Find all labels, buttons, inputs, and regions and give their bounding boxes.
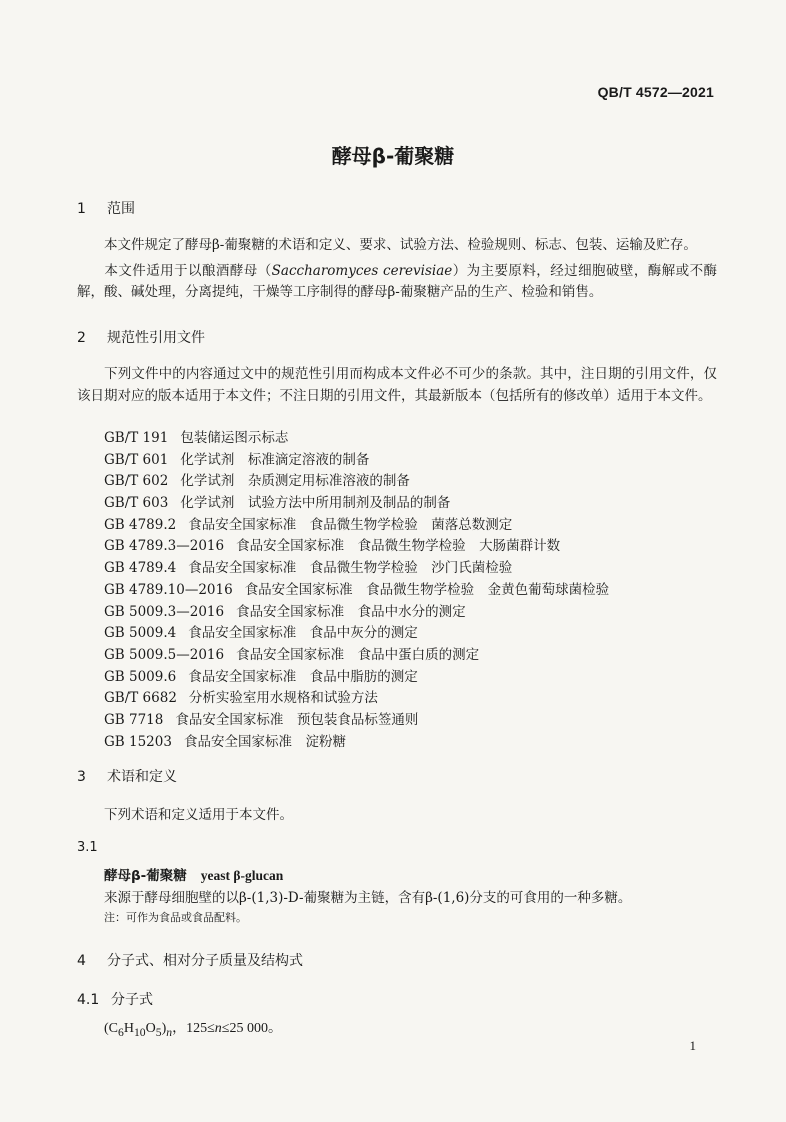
section-title: 术语和定义 — [107, 769, 177, 785]
section-title: 范围 — [107, 201, 135, 217]
section-title: 分子式、相对分子质量及结构式 — [107, 953, 303, 969]
reference-item: GB/T 191 包装储运图示标志 — [104, 430, 289, 446]
reference-item: GB/T 603 化学试剂 试验方法中所用制剂及制品的制备 — [104, 495, 451, 512]
section-3-heading — [77, 766, 177, 786]
term-chinese: 酵母β-葡聚糖 — [104, 868, 187, 884]
section-number: 4 — [77, 953, 86, 969]
term-definition: 来源于酵母细胞壁的以β-(1,3)-D-葡聚糖为主链，含有β-(1,6)分支的可食用的一种多糖。 — [104, 890, 632, 906]
section-title: 规范性引用文件 — [107, 330, 205, 346]
clause-number: 4.1 — [77, 992, 100, 1008]
reference-item: GB 5009.3—2016 食品安全国家标准 食品中水分的测定 — [104, 603, 466, 620]
section-number: 1 — [77, 201, 86, 217]
document-title: 酵母β-葡聚糖 — [331, 144, 455, 168]
reference-item: GB 5009.6 食品安全国家标准 食品中脂肪的测定 — [104, 668, 418, 685]
term-entry — [104, 864, 283, 884]
clause-4-1-heading — [77, 989, 153, 1009]
clause-number: 3.1 — [77, 840, 98, 855]
reference-item: GB 7718 食品安全国家标准 预包装食品标签通则 — [104, 711, 419, 728]
reference-item: GB 5009.5—2016 食品安全国家标准 食品中蛋白质的测定 — [104, 646, 480, 663]
references-intro — [77, 364, 717, 407]
reference-item: GB 4789.10—2016 食品安全国家标准 食品微生物学检验 金黄色葡萄球菌检验 — [104, 581, 610, 598]
terms-intro-text: 下列术语和定义适用于本文件。 — [104, 807, 293, 823]
reference-item: GB 5009.4 食品安全国家标准 食品中灰分的测定 — [104, 625, 418, 642]
page-number: 1 — [689, 1038, 696, 1053]
reference-item: GB/T 602 化学试剂 杂质测定用标准溶液的制备 — [104, 473, 410, 490]
normative-references-list — [104, 428, 609, 753]
term-english: yeast β-glucan — [200, 868, 284, 883]
reference-item: GB 4789.2 食品安全国家标准 食品微生物学检验 菌落总数测定 — [104, 516, 513, 533]
reference-item: GB 4789.3—2016 食品安全国家标准 食品微生物学检验 大肠菌群计数 — [104, 538, 561, 555]
term-note: 注：可作为食品或食品配料。 — [104, 911, 247, 924]
scope-text-1: 本文件规定了酵母β-葡聚糖的术语和定义、要求、试验方法、检验规则、标志、包装、运输及贮存。 — [104, 237, 697, 253]
section-2-heading — [77, 327, 205, 347]
section-number: 3 — [77, 769, 86, 785]
reference-item: GB/T 6682 分析实验室用水规格和试验方法 — [104, 690, 378, 707]
terms-intro — [77, 805, 717, 826]
reference-item: GB/T 601 化学试剂 标准滴定溶液的制备 — [104, 451, 370, 468]
section-4-heading — [77, 950, 303, 970]
clause-3-1-number — [77, 840, 98, 855]
standard-code: QB/T 4572—2021 — [597, 84, 714, 100]
section-number: 2 — [77, 330, 86, 346]
scope-paragraph-2 — [77, 261, 717, 303]
section-1-heading — [77, 198, 135, 218]
scope-text-2b: ）为主要原料，经过细胞破壁，酶解或不酶解，酸、碱处理，分离提纯，干燥等工序制得的酵母β-葡聚糖产品的生产、检验和销售。 — [77, 263, 718, 300]
molecular-formula: $(C_6H_{10}O_5)_n$，125≤n≤25 000。 — [104, 1021, 282, 1039]
reference-item: GB 15203 食品安全国家标准 淀粉糖 — [104, 733, 346, 750]
references-intro-text: 下列文件中的内容通过文中的规范性引用而构成本文件必不可少的条款。其中，注日期的引用文件，仅该日期对应的版本适用于本文件；不注日期的引用文件，其最新版本（包括所有的修改单）适用于本文件。 — [77, 366, 717, 404]
scope-paragraph-1 — [77, 235, 717, 256]
clause-title: 分子式 — [111, 992, 153, 1008]
latin-species-name: Saccharomyces cerevisiae — [271, 263, 453, 279]
scope-text-2a: 本文件适用于以酿酒酵母（ — [104, 263, 272, 279]
reference-item: GB 4789.4 食品安全国家标准 食品微生物学检验 沙门氏菌检验 — [104, 560, 513, 577]
